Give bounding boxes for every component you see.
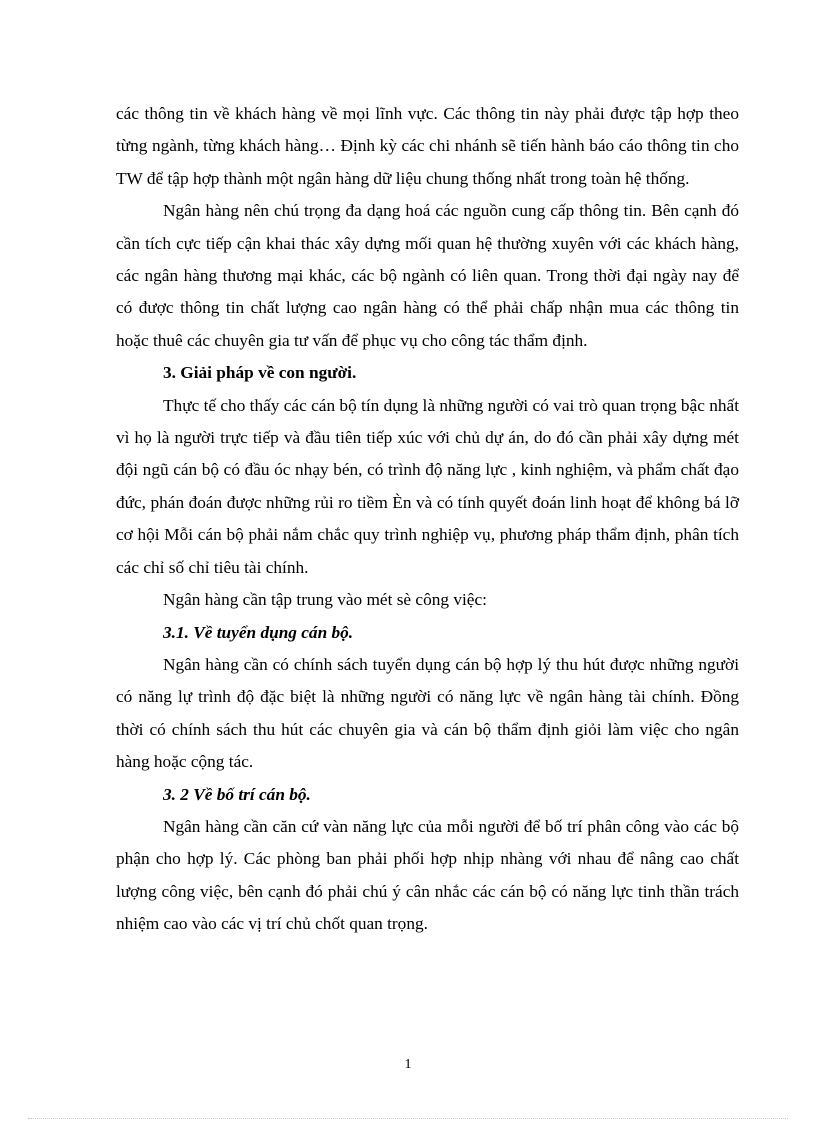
document-body bbox=[116, 98, 739, 941]
paragraph-credit-officers: Thực tế cho thấy các cán bộ tín dụng là những người có vai trò quan trọng bậc nhất vì họ là người trực tiếp và đầu tiên tiếp xúc với chủ dự án, do đó cần phải xây dựng mét đội ngũ cán bộ có đầu óc nhạy bén, có trình độ năng lực , kinh nghiệm, và phẩm chất đạo đức, phán đoán được những rủi ro tiềm Èn và có tính quyết đoán linh hoạt để không bá lỡ cơ hội Mỗi cán bộ phải nắm chắc quy trình nghiệp vụ, phương pháp thẩm định, phân tích các chỉ số chỉ tiêu tài chính. bbox=[116, 395, 739, 577]
paragraph-focus-tasks: Ngân hàng cần tập trung vào mét sè công việc: bbox=[163, 590, 487, 610]
paragraph-continuation: các thông tin về khách hàng về mọi lĩnh vực. Các thông tin này phải được tập hợp theo từng ngành, từng khách hàng… Định kỳ các chi nhánh sẽ tiến hành báo cáo thông tin cho TW để tập hợp thành một ngân hàng dữ liệu chung thống nhất trong toàn hệ thống. bbox=[116, 104, 739, 188]
paragraph-staff-allocation: Ngân hàng cần căn cứ vàn năng lực của mỗi người để bố trí phân công vào các bộ phận cho hợp lý. Các phòng ban phải phối hợp nhịp nhàng với nhau để nâng cao chất lượng công việc, bên cạnh đó phải chú ý cân nhắc các cán bộ có năng lực tinh thần trách nhiệm cao vào các vị trí chủ chốt quan trọng. bbox=[116, 816, 739, 934]
page-number: 1 bbox=[404, 1057, 412, 1072]
heading-section-3-2: 3. 2 Về bố trí cán bộ. bbox=[163, 784, 311, 804]
heading-section-3: 3. Giải pháp về con người. bbox=[163, 363, 357, 383]
heading-section-3-1: 3.1. Về tuyển dụng cán bộ. bbox=[163, 622, 354, 642]
paragraph-recruitment: Ngân hàng cần có chính sách tuyển dụng cán bộ hợp lý thu hút được những người có năng lự trình độ đặc biệt là những người có năng lực về ngân hàng tài chính. Đồng thời có chính sách thu hút các chuyên gia và cán bộ thẩm định giỏi làm việc cho ngân hàng hoặc cộng tác. bbox=[116, 654, 739, 772]
paragraph-information-sources: Ngân hàng nên chú trọng đa dạng hoá các nguồn cung cấp thông tin. Bên cạnh đó cần tích cực tiếp cận khai thác xây dựng mối quan hệ thường xuyên với các khách hàng, các ngân hàng thương mại khác, các bộ ngành có liên quan. Trong thời đại ngày nay để có được thông tin chất lượng cao ngân hàng có thể phải chấp nhận mua các thông tin hoặc thuê các chuyên gia tư vấn để phục vụ cho công tác thẩm định. bbox=[116, 201, 739, 350]
page-bottom-divider bbox=[28, 1118, 788, 1119]
